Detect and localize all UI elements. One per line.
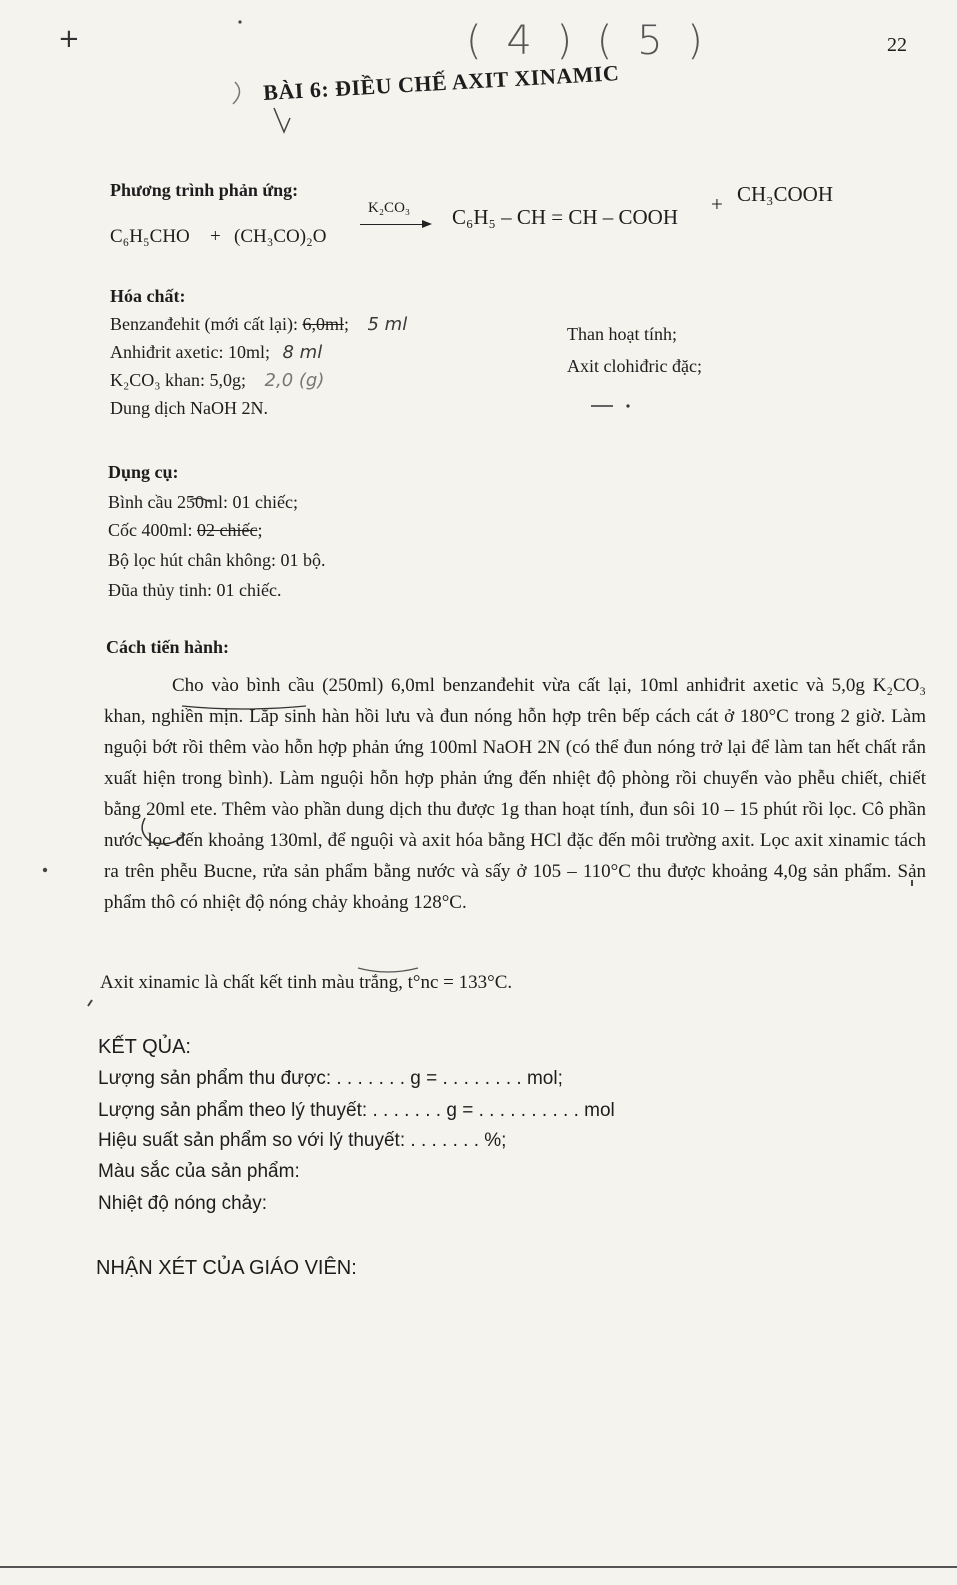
results-heading: KẾT QỦA: xyxy=(98,1036,191,1058)
chemical-item-right: Than hoạt tính; xyxy=(567,324,677,344)
margin-mark: + xyxy=(58,24,80,54)
teacher-comment-heading: NHẬN XÉT CỦA GIÁO VIÊN: xyxy=(96,1257,357,1279)
procedure-text: Cho vào bình cầu (250ml) 6,0ml benzanđehit vừa cất lại, 10ml anhiđrit axetic và 5,0g K₂CO₃ khan, nghiền mịn. Lắp sinh hàn hồi lưu và đun nóng hỗn hợp trên bếp cách cát ở 180°C trong 2 giờ. Làm nguội bớt rồi thêm vào hỗn hợp phản ứng 100ml NaOH 2N (có thể đun nóng trở lại để làm tan hết chất rắn xuất hiện trong bình). Làm nguội hỗn hợp phản ứng đến nhiệt độ phòng rồi chuyển vào phễu chiết, chiết bằng 20ml ete. Thêm vào phần dung dịch thu được 1g than hoạt tính, đun sôi 10 – 15 phút rồi lọc. Cô phần nước lọc đến khoảng 130ml, để nguội và axit hóa bằng HCl đặc đến môi trường axit. Lọc axit xinamic tách ra trên phễu Bucne, rửa sản phẩm bằng nước và sấy ở 105 – 110°C thu được khoảng 4,0g sản phẩm. Sản phẩm thô có nhiệt độ nóng chảy khoảng 128°C. xyxy=(104,675,926,913)
product-1: C₆H₅ – CH = CH – COOH xyxy=(452,205,679,229)
equipment-item: Bình cầu 250ml: 01 chiếc; xyxy=(108,492,298,512)
reaction-heading: Phương trình phản ứng: xyxy=(110,180,299,200)
plus-sign: + xyxy=(711,192,723,216)
chemical-item: Anhiđrit axetic: 10ml; 8 ml xyxy=(110,342,323,363)
chemical-item: Dung dịch NaOH 2N. xyxy=(110,398,268,418)
product-2: CH₃COOH xyxy=(737,182,833,206)
result-line: Màu sắc của sản phẩm: xyxy=(98,1161,300,1182)
product-note: Axit xinamic là chất kết tinh màu trắng, t°nc = 133°C. xyxy=(100,972,513,993)
result-line: Lượng sản phẩm thu được: . . . . . . . g = . . . . . . . . mol; xyxy=(98,1068,563,1089)
page-title: BÀI 6: ĐIỀU CHẾ AXIT XINAMIC xyxy=(262,60,620,106)
chemicals-heading: Hóa chất: xyxy=(110,286,186,306)
equipment-item: Cốc 400ml: 02 chiếc; xyxy=(108,520,263,540)
equipment-item: Bộ lọc hút chân không: 01 bộ. xyxy=(108,550,326,570)
equipment-item: Đũa thủy tinh: 01 chiếc. xyxy=(108,580,282,600)
equipment-heading: Dụng cụ: xyxy=(108,462,179,482)
reactant-2: (CH₃CO)₂O xyxy=(234,226,327,247)
handwritten-note: 8 ml xyxy=(282,342,323,363)
chemical-item: Benzanđehit (mới cất lại): 6,0ml; 5 ml xyxy=(110,314,408,335)
handwritten-note: 2,0 (g) xyxy=(264,370,325,391)
result-line: Nhiệt độ nóng chảy: xyxy=(98,1193,268,1214)
result-line: Hiệu suất sản phẩm so với lý thuyết: . . . . . . . %; xyxy=(98,1130,507,1151)
result-line: Lượng sản phẩm theo lý thuyết: . . . . . . . g = . . . . . . . . . . mol xyxy=(98,1100,615,1121)
catalyst-label: K₂CO₃ xyxy=(368,200,411,216)
page-number: 22 xyxy=(887,34,907,56)
handwritten-number-marks: ( 4 ) ( 5 ) xyxy=(466,18,709,64)
page-bottom-edge xyxy=(0,1566,957,1568)
handwritten-note: 5 ml xyxy=(367,314,408,335)
chemical-item-right: Axit clohiđric đặc; xyxy=(567,356,702,376)
plus-sign: + xyxy=(210,226,221,247)
reactant-1: C₆H₅CHO xyxy=(110,226,190,247)
chemical-item: K₂CO₃ khan: 5,0g; 2,0 (g) xyxy=(110,370,325,391)
procedure-heading: Cách tiến hành: xyxy=(106,637,230,657)
